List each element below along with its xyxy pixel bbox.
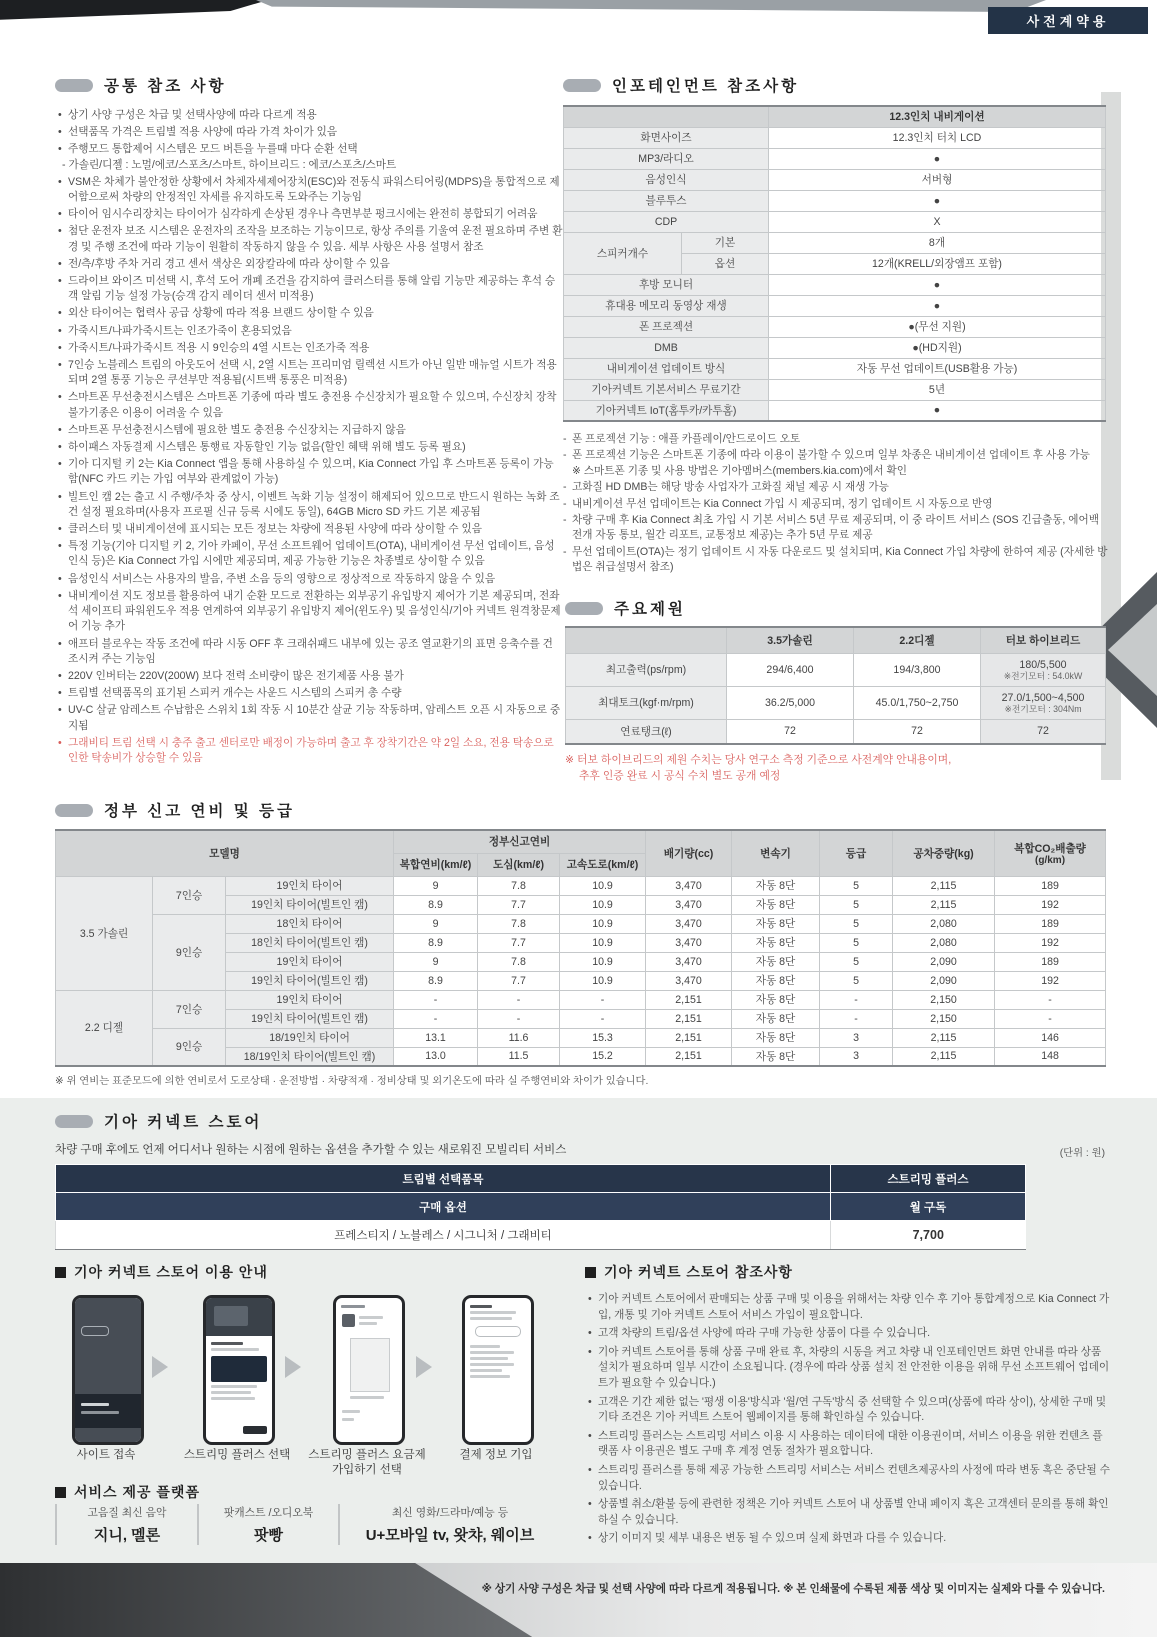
store-notes-list [588,1292,1110,1550]
cell: 8.9 [394,971,478,990]
row-value: ●(무선 지원) [769,316,1106,337]
arrow-right-icon [416,1356,432,1378]
row-value: ● [769,190,1106,211]
footer-band [0,1563,1157,1637]
row-value: 서버형 [769,169,1106,190]
store-notes-title-text: 기아 커넥트 스토어 참조사항 [604,1264,793,1280]
row-label: 휴대용 메모리 동영상 재생 [564,295,769,316]
infotainment-notes [563,432,1111,577]
tire-cell: 19인치 타이어 [226,990,394,1009]
note-item: • 외산 타이어는 협력사 공급 상황에 따라 적용 브랜드 상이할 수 있음 [58,306,563,321]
step-caption [446,1448,546,1463]
note-item: • 상기 사양 구성은 차급 및 선택사양에 따라 다르게 적용 [58,108,563,123]
store-col2-header: 스트리밍 플러스 [831,1165,1026,1193]
header-highway: 고속도로(km/ℓ) [560,853,646,876]
row-label: 최대토크(kgf·m/rpm) [566,686,727,719]
row-label-speaker: 스피커개수 [564,232,682,274]
step-caption [297,1448,437,1478]
cell: 7.7 [478,895,560,914]
table-row [56,914,1106,933]
cell: - [560,990,646,1009]
guide-title [55,1262,268,1282]
note-item: • 하이패스 자동결제 시스템은 통행료 자동할인 기능 없음(할인 혜택 위해 별도 등록 필요) [58,440,563,455]
tire-cell: 18인치 타이어 [226,914,394,933]
phone-screenshot-step2 [203,1295,275,1445]
row-value: ●(HD지원) [769,337,1106,358]
row-sublabel: 옵션 [682,253,769,274]
cell-value: 72 [854,719,981,744]
row-value: ● [769,295,1106,316]
cell: 189 [995,914,1106,933]
note-item: • 기아 커넥트 스토어에서 판매되는 상품 구매 및 이용을 위해서는 차량 인수 후 기아 통합계정으로 Kia Connect 가입, 개통 및 기아 커넥트 스토어 서비스 가입이 필요합니다. [588,1292,1110,1323]
table-row [56,1028,1106,1047]
store-table [55,1164,1026,1250]
section-title-store [55,1110,262,1132]
section-pill-icon [55,79,93,92]
cell: 자동 8단 [732,876,820,895]
row-value: 5년 [769,379,1106,400]
cell: - [995,1009,1106,1028]
section-title-text: 공통 참조 사항 [104,78,227,95]
pre-contract-badge: 사전계약용 [988,7,1148,34]
cell: 11.5 [478,1047,560,1066]
cell: 3 [820,1047,893,1066]
step-caption-line: 사이트 접속 [76,1449,136,1461]
row-label: 최고출력(ps/rpm) [566,653,727,686]
top-center-deco-band [256,0,1046,12]
cell: 자동 8단 [732,1009,820,1028]
row-label: CDP [564,211,769,232]
note-item: • 상기 이미지 및 세부 내용은 변동 될 수 있으며 실제 화면과 다를 수 있습니다. [588,1531,1110,1547]
red-note-line: ※ 터보 하이브리드의 제원 수치는 당사 연구소 측정 기준으로 사전계약 안내용이며, [565,754,952,766]
cell: 7.7 [478,971,560,990]
cell-value-hybrid: 72 [981,719,1106,744]
cell: - [560,1009,646,1028]
section-pill-icon [55,1115,93,1128]
note-item: • 주행모드 통합제어 시스템은 모드 버튼을 누를때 마다 순환 선택 [58,142,563,157]
platforms-row [55,1504,560,1545]
cell: 11.6 [478,1028,560,1047]
row-label: 기아커넥트 기본서비스 무료기간 [564,379,769,400]
platform-desc: 팟캐스트 /오디오북 [223,1507,314,1519]
tire-cell: 18/19인치 타이어(빌트인 캠) [226,1047,394,1066]
cell: 189 [995,876,1106,895]
row-label: MP3/라디오 [564,148,769,169]
note-item: • 220V 인버터는 220V(200W) 보다 전력 소비량이 많은 전기제품 사용 불가 [58,669,563,684]
cell: 2,090 [893,971,995,990]
row-sublabel: 기본 [682,232,769,253]
tire-cell: 18/19인치 타이어 [226,1028,394,1047]
seat-cell: 7인승 [153,876,226,914]
cell: 5 [820,933,893,952]
table-header-nav: 12.3인치 내비게이션 [769,106,1106,127]
row-value: 12.3인치 터치 LCD [769,127,1106,148]
cell: 2,151 [646,990,732,1009]
row-value: ● [769,274,1106,295]
footer-deco-dark-wedge [0,1563,532,1637]
cell: 10.9 [560,895,646,914]
cell: 자동 8단 [732,990,820,1009]
cell: - [995,990,1106,1009]
platform-item [338,1504,560,1545]
seat-cell: 7인승 [153,990,226,1028]
cell: 2,115 [893,1028,995,1047]
tire-cell: 19인치 타이어(빌트인 캠) [226,1009,394,1028]
top-left-deco-band [0,0,268,22]
cell: 8.9 [394,895,478,914]
cell-value-hybrid [981,686,1106,719]
cell-value: 294/6,400 [727,653,854,686]
note-item: • 내비게이션 지도 정보를 활용하여 내기 순환 모드로 전환하는 외부공기 유입방지 제어가 기본 제공되며, 전좌석 세이프티 파워윈도우 적용 연계하여 외부공기 유입방지 제어(윈도우) 및 음성인식/기아 커넥트 원격창문제어 기능 추가 [58,589,563,635]
cell: 189 [995,952,1106,971]
square-bullet-icon [55,1487,66,1498]
arrow-right-icon [152,1356,168,1378]
cell: 5 [820,914,893,933]
fuel-economy-table [55,829,1106,1067]
cell: - [394,1009,478,1028]
cell: 자동 8단 [732,1028,820,1047]
cell: 자동 8단 [732,952,820,971]
note-item: • 드라이브 와이즈 미선택 시, 후석 도어 개폐 조건을 감지하여 클러스터를 통해 알림 기능만 제공하는 후석 승객 알림 기능 설정 가능(승객 감지 레이더 센서 미적용) [58,274,563,304]
hybrid-note: ※전기모터 : 54.0kW [1003,670,1083,681]
cell: 5 [820,895,893,914]
square-bullet-icon [585,1267,596,1278]
note-item: • 스마트폰 무선충전시스템에 필요한 별도 충전용 수신장치는 지급하지 않음 [58,423,563,438]
header-city: 도심(km/ℓ) [478,853,560,876]
store-price-value: 7,700 [831,1221,1026,1250]
arrow-right-icon [285,1356,301,1378]
note-item: - 내비게이션 무선 업데이트는 Kia Connect 가입 시 제공되며, 정기 업데이트 시 자동으로 반영 [563,497,1111,512]
note-item: • 고객 차량의 트림/옵션 사양에 따라 구매 가능한 상품이 다를 수 있습니다. [588,1326,1110,1342]
tire-cell: 19인치 타이어(빌트인 캠) [226,895,394,914]
section-title-text: 기아 커넥트 스토어 [104,1114,263,1131]
header-weight: 공차중량(kg) [893,830,995,876]
note-item: • 타이어 임시수리장치는 타이어가 심각하게 손상된 경우나 측면부분 펑크시에는 완전히 봉합되기 어려움 [58,207,563,222]
row-label: 기아커넥트 IoT(홈투카/카투홈) [564,400,769,421]
note-item: • 상품별 취소/환불 등에 관련한 정책은 기아 커넥트 스토어 내 상품별 안내 페이지 혹은 고객센터 문의를 통해 확인하실 수 있습니다. [588,1497,1110,1528]
note-item: • 애프터 블로우는 작동 조건에 따라 시동 OFF 후 크래쉬패드 내부에 있는 공조 열교환기의 표면 응축수를 건조시켜 주는 기능임 [58,637,563,667]
common-notes-list [58,108,563,768]
cell: 192 [995,971,1106,990]
section-title-fuel [55,799,295,821]
row-label: 폰 프로젝션 [564,316,769,337]
header-co2 [995,830,1106,876]
cell-value: 36.2/5,000 [727,686,854,719]
cell: 자동 8단 [732,914,820,933]
platform-desc: 최신 영화/드라마/예능 등 [391,1507,509,1519]
col-header-hybrid: 터보 하이브리드 [981,627,1106,653]
note-item: • 트림별 선택품목의 표기된 스피커 개수는 사운드 시스템의 스피커 총 수량 [58,686,563,701]
section-title-infotainment [563,74,799,96]
cell: 7.8 [478,952,560,971]
note-item: • VSM은 차체가 불안정한 상황에서 차체자세제어장치(ESC)와 전동식 파워스티어링(MDPS)을 통합적으로 제어함으로써 차량의 안정적인 자세를 유지하도록 도와주는 기능임 [58,175,563,205]
table-row [56,876,1106,895]
store-col1-header: 트림별 선택품목 [56,1165,831,1193]
note-subitem: - 가솔린/디젤 : 노멀/에코/스포츠/스마트, 하이브리드 : 에코/스포츠/스마트 [62,158,397,171]
cell: 2,150 [893,1009,995,1028]
table-row [56,990,1106,1009]
cell: 2,090 [893,952,995,971]
cell: 2,151 [646,1028,732,1047]
hybrid-value: 27.0/1,500~4,500 [1001,691,1085,704]
cell: 7.8 [478,914,560,933]
cell: 7.7 [478,933,560,952]
note-item: • 음성인식 서비스는 사용자의 발음, 주변 소음 등의 영향으로 정상적으로 작동하지 않을 수 있음 [58,572,563,587]
footer-disclaimer: ※ 상기 사양 구성은 차급 및 선택 사양에 따라 다르게 적용됩니다. ※ 본 인쇄물에 수록된 제품 색상 및 이미지는 실제와 다를 수 있습니다. [481,1583,1105,1595]
seat-cell: 9인승 [153,1028,226,1066]
cell: 192 [995,933,1106,952]
step-caption-line: 결제 정보 기입 [459,1449,533,1461]
cell: 148 [995,1047,1106,1066]
cell: 7.8 [478,876,560,895]
table-header-empty [564,106,769,127]
section-pill-icon [565,602,603,615]
row-value: ● [769,148,1106,169]
cell: 192 [995,895,1106,914]
red-note-line: 추후 인증 완료 시 공식 수치 별도 공개 예정 [579,770,781,782]
cell: 2,115 [893,895,995,914]
cell: 9 [394,952,478,971]
cell: 2,150 [893,990,995,1009]
phone-screenshot-step3 [333,1295,405,1445]
hybrid-value: 180/5,500 [1019,658,1067,671]
row-label: 내비게이션 업데이트 방식 [564,358,769,379]
platform-item [55,1504,197,1545]
row-value: X [769,211,1106,232]
header-grade: 등급 [820,830,893,876]
cell-value: 194/3,800 [854,653,981,686]
platforms-title-text: 서비스 제공 플랫폼 [74,1484,200,1500]
note-item: • 첨단 운전자 보조 시스템은 운전자의 조작을 보조하는 기능이므로, 항상 주의를 기울여 운전 필요하며 주변 환경 및 주행 조건에 따라 기능이 원활히 작동하지 않을 수 있음. 세부 사항은 사용 설명서 참조 [58,224,563,254]
cell: - [820,1009,893,1028]
note-item: - 고화질 HD DMB는 해당 방송 사업자가 고화질 채널 제공 시 재생 가능 [563,480,1111,495]
row-value: ● [769,400,1106,421]
tire-cell: 18인치 타이어(빌트인 캠) [226,933,394,952]
cell: 9 [394,914,478,933]
section-title-text: 주요제원 [614,601,686,618]
unit-label: (단위 : 원) [1059,1148,1105,1159]
row-label: 음성인식 [564,169,769,190]
cell: 3,470 [646,952,732,971]
note-item: • 가죽시트/나파가죽시트 적용 시 9인승의 4열 시트는 인조가죽 적용 [58,341,563,356]
note-item: • 7인승 노블레스 트림의 아웃도어 선택 시, 2열 시트는 프리미엄 릴렉션 시트가 아닌 일반 매뉴얼 시트가 적용 되며 2열 통풍 기능은 쿠션부만 적용됨(시트백 통풍은 미적용) [58,358,563,388]
cell: 3 [820,1028,893,1047]
note-item: • 스마트폰 무선충전시스템은 스마트폰 기종에 따라 별도 충전용 수신장치가 필요할 수 있으며, 수신장치 장착 불가기종은 이용이 어려울 수 있음 [58,390,563,420]
cell: 9 [394,876,478,895]
note-item: • 기아 커넥트 스토어를 통해 상품 구매 완료 후, 차량의 시동을 켜고 차량 내 인포테인먼트 화면 안내를 따라 상품 설치가 필요하며 일부 시간이 소요됩니다. (경우에 따라 상품 설치 전 안전한 이용을 위해 무선 소프트웨어 업데이트가 필요할 수 있습니다.) [588,1345,1110,1392]
platform-name: 지니, 멜론 [93,1527,161,1544]
note-item: - 무선 업데이트(OTA)는 정기 업데이트 시 자동 다운로드 및 설치되며, Kia Connect 가입 차량에 한하여 제공 (자세한 방법은 취급설명서 참조) [563,545,1111,576]
step-caption [56,1448,156,1463]
section-pill-icon [55,804,93,817]
cell: 10.9 [560,914,646,933]
section-title-text: 인포테인먼트 참조사항 [612,78,800,95]
step-caption-line: 스트리밍 플러스 선택 [183,1449,291,1461]
note-item: - 차량 구매 후 Kia Connect 최초 가입 시 기본 서비스 5년 무료 제공되며, 이 중 라이트 서비스 (SOS 긴급출동, 에어백 전개 자동 통보, 월간 리포트, 교통정보 제공)는 추가 5년 무료 제공 [563,513,1111,544]
note-item: • 클러스터 및 내비게이션에 표시되는 모든 정보는 차량에 적용된 사양에 따라 상이할 수 있음 [58,522,563,537]
cell: 13.1 [394,1028,478,1047]
engine-cell: 2.2 디젤 [56,990,153,1066]
section-title-specs [565,597,686,619]
row-label: 연료탱크(ℓ) [566,719,727,744]
note-item: • 가죽시트/나파가죽시트는 인조가죽이 혼용되었음 [58,324,563,339]
square-bullet-icon [55,1267,66,1278]
step-caption-line: 가입하기 선택 [332,1464,402,1476]
col-header-diesel: 2.2디젤 [854,627,981,653]
col-header-gasoline: 3.5가솔린 [727,627,854,653]
platform-name: 팟빵 [254,1527,283,1544]
row-value: 8개 [769,232,1106,253]
cell: 2,080 [893,933,995,952]
note-item: • UV-C 살균 암레스트 수납함은 스위치 1회 작동 시 10분간 살균 기능 작동하며, 암레스트 오픈 시 자동으로 중지됨 [58,703,563,733]
specs-table [565,626,1106,745]
phone-screenshot-step1 [72,1295,144,1445]
cell: 8.9 [394,933,478,952]
fuel-footnote: ※ 위 연비는 표준모드에 의한 연비로서 도로상태 · 운전방법 · 차량적재 · 정비상태 및 외기온도에 따라 실 주행연비와 차이가 있습니다. [55,1076,649,1087]
header-displacement: 배기량(cc) [646,830,732,876]
engine-cell: 3.5 가솔린 [56,876,153,990]
note-item: - 폰 프로젝션 기능 : 애플 카플레이/안드로이드 오토 [563,432,1111,447]
cell: 3,470 [646,914,732,933]
row-label: DMB [564,337,769,358]
note-item: • 스트리밍 플러스를 통해 제공 가능한 스트리밍 서비스는 서비스 컨텐츠제공사의 사정에 따라 변동 혹은 중단될 수 있습니다. [588,1463,1110,1494]
header-co2-line2: (g/km) [1035,854,1066,866]
step-caption-line: 스트리밍 플러스 요금제 [308,1449,426,1461]
cell: 10.9 [560,933,646,952]
header-model: 모델명 [56,830,394,876]
row-label: 화면사이즈 [564,127,769,148]
store-subscription-label: 월 구독 [831,1193,1026,1221]
cell: 5 [820,971,893,990]
section-title-common [55,74,226,96]
infotainment-table [563,105,1106,422]
store-purchase-option-label: 구매 옵션 [56,1193,831,1221]
section-pill-icon [563,79,601,92]
cell: - [478,990,560,1009]
cell: 13.0 [394,1047,478,1066]
header-gov-fuel: 정부신고연비 [394,830,646,853]
cell: 자동 8단 [732,933,820,952]
platform-desc: 고음질 최신 음악 [87,1507,167,1519]
header-co2-line1: 복합CO₂배출량 [1014,842,1086,855]
cell: 3,470 [646,971,732,990]
header-combined: 복합연비(km/ℓ) [394,853,478,876]
cell: 3,470 [646,933,732,952]
header-transmission: 변속기 [732,830,820,876]
note-item: • 고객은 기간 제한 없는 '평생 이용'방식과 '월/연 구독'방식 중 선택할 수 있으며(상품에 따라 상이), 상세한 구매 및 기타 조건은 기아 커넥트 스토어 웹페이지를 통해 확인하실 수 있습니다. [588,1395,1110,1426]
note-item: • 특정 기능(기아 디지털 키 2, 기아 카페이, 무선 소프트웨어 업데이트(OTA), 내비게이션 무선 업데이트, 음성인식 등)은 Kia Connect 가입 시에만 제공되며, 제공 가능한 기능은 차종별로 상이할 수 있음 [58,539,563,569]
cell: 15.3 [560,1028,646,1047]
row-value: 12개(KRELL/외장앰프 포함) [769,253,1106,274]
note-item: • 선택품목 가격은 트림별 적용 사양에 따라 가격 차이가 있음 [58,125,563,140]
step-caption [167,1448,307,1463]
table-header-empty [566,627,727,653]
store-trims-value: 프레스티지 / 노블레스 / 시그니처 / 그래비티 [56,1221,831,1250]
platform-item [197,1504,338,1545]
cell-value: 72 [727,719,854,744]
seat-cell: 9인승 [153,914,226,990]
cell: 15.2 [560,1047,646,1066]
cell: 5 [820,876,893,895]
row-value: 자동 무선 업데이트(USB활용 가능) [769,358,1106,379]
cell: - [478,1009,560,1028]
section-title-text: 정부 신고 연비 및 등급 [104,803,295,820]
cell-value: 45.0/1,750~2,750 [854,686,981,719]
cell: 자동 8단 [732,895,820,914]
note-item: • 스트리밍 플러스는 스트리밍 서비스 이용 시 사용하는 데이터에 대한 이용권이며, 서비스 이용을 위한 컨텐츠 플랫폼 사 이용권은 별도 구매 후 계정 연동 절차가 필요합니다. [588,1429,1110,1460]
cell: 146 [995,1028,1106,1047]
note-item: - 폰 프로젝션 기능은 스마트폰 기종에 따라 이용이 불가할 수 있으며 일부 차종은 내비게이션 업데이트 후 사용 가능 ※ 스마트폰 기종 및 사용 방법은 기아멤버스(members.kia.com)에서 확인 [563,448,1111,479]
cell: - [820,990,893,1009]
note-item: • 전/측/후방 주차 거리 경고 센서 색상은 외장칼라에 따라 상이할 수 있음 [58,257,563,272]
hybrid-note: ※전기모터 : 304Nm [1004,703,1082,714]
cell: 10.9 [560,952,646,971]
cell: 자동 8단 [732,971,820,990]
cell-value-hybrid [981,653,1106,686]
cell: 5 [820,952,893,971]
row-label: 후방 모니터 [564,274,769,295]
cell: 2,080 [893,914,995,933]
store-subtitle: 차량 구매 후에도 언제 어디서나 원하는 시점에 원하는 옵션을 추가할 수 있는 새로워진 모빌리티 서비스 [55,1144,567,1156]
cell: 2,115 [893,1047,995,1066]
cell: 10.9 [560,971,646,990]
cell: - [394,990,478,1009]
note-item-red: • 그래비티 트림 선택 시 충주 출고 센터로만 배정이 가능하며 출고 후 장착기간은 약 2일 소요, 전용 탁송으로 인한 탁송비가 상승할 수 있음 [58,736,563,766]
row-label: 블루투스 [564,190,769,211]
cell: 10.9 [560,876,646,895]
tire-cell: 19인치 타이어 [226,952,394,971]
note-item: • 기아 디지털 키 2는 Kia Connect 앱을 통해 사용하실 수 있으며, Kia Connect 가입 후 스마트폰 등록이 가능함(NFC 카드 키는 가입 여부와 관계없이 가능) [58,457,563,487]
platforms-title [55,1482,200,1502]
tire-cell: 19인치 타이어(빌트인 캠) [226,971,394,990]
cell: 2,151 [646,1009,732,1028]
cell: 3,470 [646,895,732,914]
store-notes-title [585,1262,793,1282]
guide-title-text: 기아 커넥트 스토어 이용 안내 [74,1264,268,1280]
tire-cell: 19인치 타이어 [226,876,394,895]
cell: 2,115 [893,876,995,895]
note-item: • 빌트인 캠 2는 출고 시 주행/주차 중 상시, 이벤트 녹화 기능 설정이 해제되어 있으므로 반드시 원하는 녹화 조건 설정 필요하며(사용자 프로필 신규 등록 시에도 동일), 64GB Micro SD 카드 기본 제공됨 [58,490,563,520]
platform-name: U+모바일 tv, 왓챠, 웨이브 [365,1527,535,1544]
specs-red-note [565,752,1105,784]
cell: 자동 8단 [732,1047,820,1066]
cell: 3,470 [646,876,732,895]
phone-screenshot-step4 [462,1295,534,1445]
cell: 2,151 [646,1047,732,1066]
